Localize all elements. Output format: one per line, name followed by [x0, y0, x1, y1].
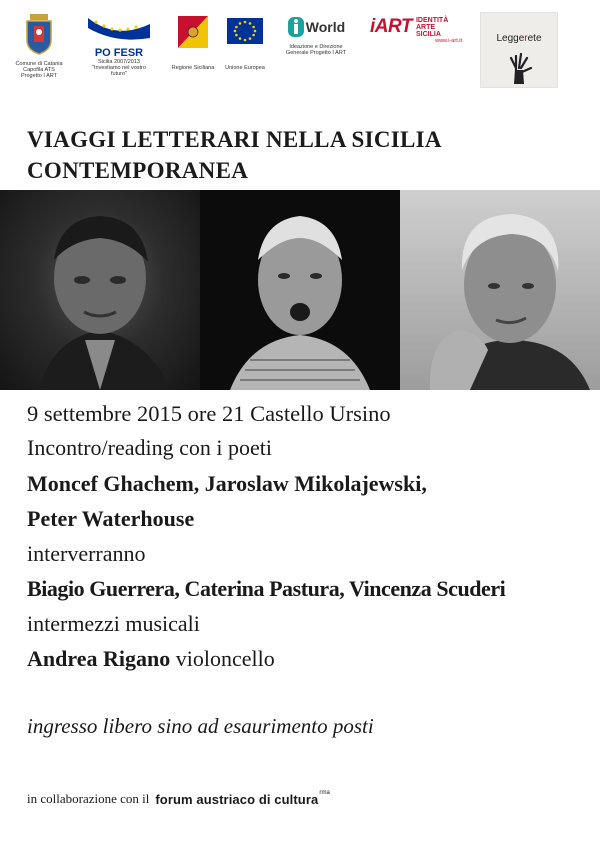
catania-logo — [14, 12, 64, 79]
portrait-photo-3 — [400, 190, 600, 390]
musician-instrument: violoncello — [170, 646, 275, 671]
event-intro: Incontro/reading con i poeti — [27, 435, 272, 460]
reaching-hand-icon — [499, 48, 539, 84]
poets-line-1: Moncef Ghachem, Jaroslaw Mikolajewski, — [27, 471, 427, 496]
title-line-1: VIAGGI LETTERARI NELLA SICILIA — [27, 127, 442, 152]
speakers-list: Biagio Guerrera, Caterina Pastura, Vincenza Scuderi — [27, 576, 506, 601]
poet-photos — [0, 190, 600, 390]
iworld-name: World — [305, 19, 346, 35]
catania-caption: Comune di Catania Capofila ATS Progetto I ART — [15, 61, 63, 79]
pofesr-name: PO FESR — [94, 47, 144, 59]
page-title — [27, 124, 587, 186]
iart-logo — [370, 16, 466, 44]
leggerete-logo — [480, 12, 558, 88]
iart-side-text: IDENTITÀ ARTE SICILIA — [415, 16, 449, 38]
iworld-logo — [282, 16, 350, 56]
musician-name: Andrea Rigano — [27, 646, 171, 671]
forum-suffix: rma — [319, 789, 330, 796]
eu-stars-wave-icon — [86, 14, 152, 42]
iart-name: iART — [370, 16, 412, 37]
eu-flag-icon — [227, 18, 263, 44]
pofesr-logo — [84, 14, 154, 77]
regione-caption: Regione Siciliana — [171, 65, 215, 71]
trinacria-icon — [178, 16, 208, 48]
portrait-3-figure — [400, 190, 600, 390]
portrait-2-figure — [200, 190, 400, 390]
collaboration-text: in collaborazione con il — [27, 791, 150, 806]
ue-caption: Unione Europea — [225, 65, 265, 71]
event-date: 9 settembre 2015 ore 21 Castello Ursino — [27, 401, 391, 426]
pofesr-slogan: "Investiamo nel vostro futuro" — [92, 65, 146, 77]
admission-note: ingresso libero sino ad esaurimento posti — [27, 714, 374, 738]
iart-url: www.i-art.it — [435, 38, 462, 44]
title-line-2: CONTEMPORANEA — [27, 158, 249, 183]
portrait-photo-2 — [200, 190, 400, 390]
musician-line — [27, 645, 275, 673]
forum-logo — [155, 789, 330, 807]
iworld-caption: Ideazione e Direzione Generale Progetto I ART — [285, 44, 347, 56]
forum-name: forum austriaco di cultura — [155, 791, 319, 807]
iworld-badge-icon — [287, 16, 305, 38]
poets-line-2: Peter Waterhouse — [27, 506, 195, 531]
leggerete-name-b: r — [524, 33, 528, 44]
catania-crest-icon — [22, 12, 56, 56]
leggerete-name-c: ete — [527, 33, 542, 44]
partner-logos — [0, 10, 600, 90]
leggerete-name-a: Legge — [496, 33, 525, 44]
portrait-photo-1 — [0, 190, 200, 390]
music-label: intermezzi musicali — [27, 611, 200, 636]
pofesr-caption: Sicilia 2007/2013 — [98, 59, 140, 65]
ue-logo — [220, 18, 270, 71]
speakers-label: interverranno — [27, 541, 146, 566]
portrait-1-figure — [0, 190, 200, 390]
collaboration-footer — [27, 791, 330, 807]
regione-logo — [168, 16, 218, 71]
